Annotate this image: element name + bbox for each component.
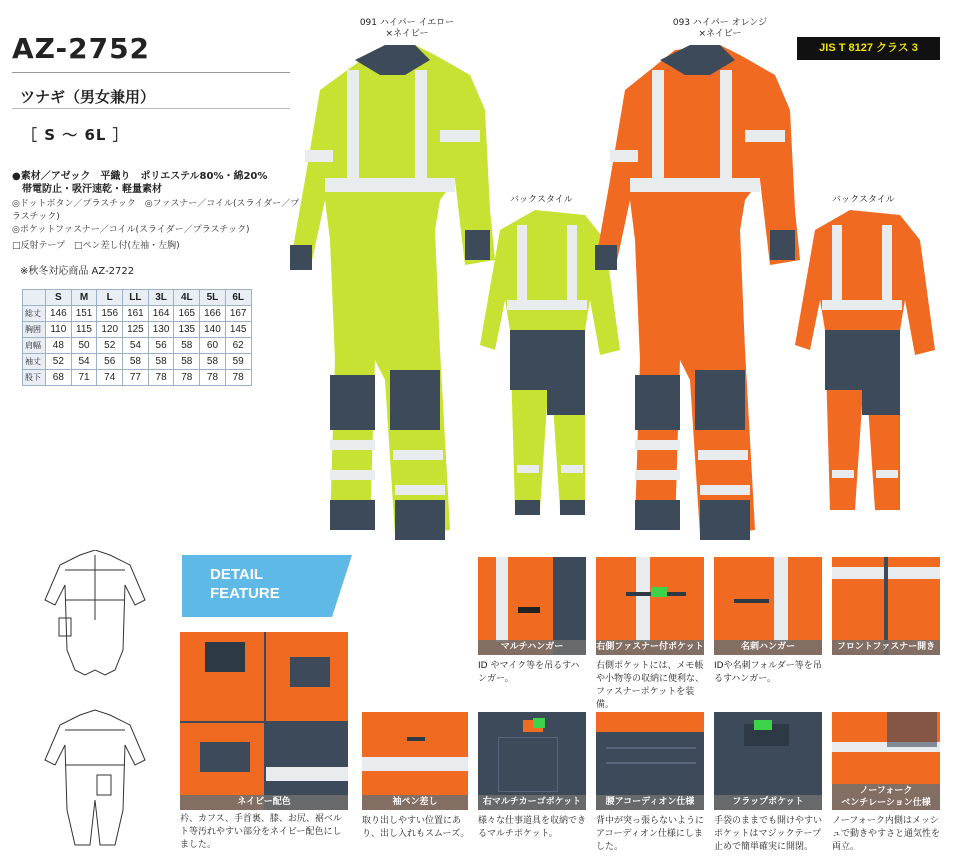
table-cell: 78: [174, 370, 200, 386]
caption: 袖ペン差し: [362, 795, 468, 810]
coverall-back-orange: [795, 210, 935, 510]
back-style-label: バックスタイル: [510, 195, 573, 205]
detail-photo-accordion: [596, 712, 704, 810]
detail-desc: 背中が突っ張らないようにアコーディオン仕様にしました。: [596, 816, 705, 852]
coverall-front-orange: [595, 45, 800, 540]
table-row: [23, 322, 252, 338]
table-cell: 146: [46, 306, 72, 322]
detail-desc: 様々な仕事道具を収納できるマルチポケット。: [478, 816, 587, 839]
caption: マルチハンガー: [478, 640, 586, 655]
table-header-cell: L: [97, 290, 123, 306]
detail-desc: 手袋のままでも開けやすいポケットはマジックテープ止めで簡単確実に開閉。: [714, 816, 823, 852]
row-label: 肩幅: [23, 338, 46, 354]
table-row: [23, 370, 252, 386]
table-header-cell: 6L: [225, 290, 251, 306]
table-cell: 56: [148, 338, 174, 354]
coverall-images: [285, 30, 960, 550]
table-header-cell: 3L: [148, 290, 174, 306]
caption: 右側ファスナー付ポケット: [596, 640, 704, 655]
detail-desc: ノーフォーク内側はメッシュで動きやすさと通気性を両立。: [832, 816, 941, 852]
divider: [12, 108, 290, 109]
table-cell: 59: [225, 354, 251, 370]
caption: 右マルチカーゴポケット: [478, 795, 586, 810]
size-table: [22, 289, 252, 386]
detail-photo-cargo-pocket: [478, 712, 586, 810]
model-number: AZ-2752: [12, 32, 151, 65]
table-cell: 130: [148, 322, 174, 338]
table-header-cell: 4L: [174, 290, 200, 306]
detail-desc: 衿、カフス、手首裏、膝、お尻、裾ベルト等汚れやすい部分をネイビー配色にしました。: [180, 814, 342, 850]
row-label: 総丈: [23, 306, 46, 322]
table-cell: 145: [225, 322, 251, 338]
options-line: □反射テープ □ペン差し付(左袖・左胸): [12, 241, 180, 251]
table-cell: 58: [123, 354, 149, 370]
table-row: [23, 306, 252, 322]
table-cell: 77: [123, 370, 149, 386]
table-cell: 78: [200, 370, 226, 386]
table-cell: 110: [46, 322, 72, 338]
table-cell: 60: [200, 338, 226, 354]
table-cell: 48: [46, 338, 72, 354]
jis-badge: JIS T 8127 クラス 3: [797, 37, 940, 60]
detail-photo-card-hanger: [714, 557, 822, 655]
row-label: 胸囲: [23, 322, 46, 338]
table-cell: 54: [71, 354, 97, 370]
detail-feature-banner: [182, 555, 352, 617]
caption: 腰アコーディオン仕様: [596, 795, 704, 810]
caption: フラップポケット: [714, 795, 822, 810]
material-line: ●素材／アゼック 平織り ポリエステル80%・綿20%: [12, 171, 268, 182]
caption: [832, 784, 940, 810]
table-cell: 78: [225, 370, 251, 386]
table-cell: 58: [148, 354, 174, 370]
table-cell: 68: [46, 370, 72, 386]
banner-line-2: FEATURE: [210, 585, 280, 602]
table-header-cell: LL: [123, 290, 149, 306]
parts-line: ◎ドットボタン／プラスチック ◎ファスナー／コイル(スライダー／プラスチック): [12, 199, 300, 222]
table-cell: 165: [174, 306, 200, 322]
table-cell: 78: [148, 370, 174, 386]
table-cell: 52: [46, 354, 72, 370]
back-style-label: バックスタイル: [832, 195, 895, 205]
table-cell: 58: [200, 354, 226, 370]
front-line-drawing: [45, 550, 145, 675]
detail-photo-navy: [180, 632, 348, 810]
color-code: 093 ハイパー オレンジ: [672, 18, 768, 28]
table-header-cell: [23, 290, 46, 306]
detail-desc: 取り出しやすい位置にあり、出し入れもスムーズ。: [362, 816, 470, 839]
table-cell: 156: [97, 306, 123, 322]
caption: 名刺ハンガー: [714, 640, 822, 655]
table-cell: 58: [174, 338, 200, 354]
table-header-cell: M: [71, 290, 97, 306]
row-label: 股下: [23, 370, 46, 386]
size-range: ［ S ～ 6L ］: [22, 126, 129, 144]
table-cell: 50: [71, 338, 97, 354]
technical-drawings: [35, 550, 155, 850]
product-subtitle: ツナギ（男女兼用）: [20, 88, 156, 106]
caption: フロントファスナー開き: [832, 640, 940, 655]
table-cell: 52: [97, 338, 123, 354]
detail-photo-front-zip: [832, 557, 940, 655]
table-cell: 74: [97, 370, 123, 386]
caption-line: ベンチレーション仕様: [841, 798, 931, 808]
material-features: 帯電防止・吸汗速乾・軽量素材: [22, 184, 162, 195]
table-cell: 161: [123, 306, 149, 322]
spec-block: [12, 170, 302, 253]
related-product-note: ※秋冬対応商品 AZ-2722: [20, 266, 135, 277]
detail-desc: 右側ポケットには、メモ帳や小物等の収納に便利な、ファスナーポケットを装備。: [596, 661, 705, 710]
caption: ネイビー配色: [180, 795, 348, 810]
table-header-cell: S: [46, 290, 72, 306]
row-label: 袖丈: [23, 354, 46, 370]
table-cell: 56: [97, 354, 123, 370]
detail-photo-sleeve-pen: [362, 712, 468, 810]
table-cell: 151: [71, 306, 97, 322]
color-sub: ×ネイビー: [698, 29, 742, 39]
divider: [12, 72, 290, 73]
table-cell: 166: [200, 306, 226, 322]
table-cell: 54: [123, 338, 149, 354]
table-cell: 58: [174, 354, 200, 370]
table-cell: 164: [148, 306, 174, 322]
table-cell: 71: [71, 370, 97, 386]
back-line-drawing: [45, 710, 145, 845]
table-cell: 140: [200, 322, 226, 338]
size-table-header: [23, 290, 252, 306]
table-row: [23, 338, 252, 354]
detail-desc: ID やマイク等を吊るすハンガー。: [478, 661, 580, 684]
detail-photo-norfolk: [832, 712, 940, 810]
coverall-front-yellow: [290, 45, 495, 540]
detail-photo-multi-hanger: [478, 557, 586, 655]
table-cell: 120: [97, 322, 123, 338]
parts-line-2: ◎ポケットファスナー／コイル(スライダー／プラスチック): [12, 225, 250, 235]
detail-photo-zip-pocket: [596, 557, 704, 655]
table-cell: 62: [225, 338, 251, 354]
table-cell: 135: [174, 322, 200, 338]
caption-line: ノーフォーク: [859, 786, 913, 796]
table-row: [23, 354, 252, 370]
color-sub: ×ネイビー: [385, 29, 429, 39]
table-cell: 115: [71, 322, 97, 338]
table-cell: 167: [225, 306, 251, 322]
table-cell: 125: [123, 322, 149, 338]
detail-photo-flap-pocket: [714, 712, 822, 810]
banner-line-1: DETAIL: [210, 566, 264, 583]
color-code: 091 ハイパー イエロー: [359, 18, 455, 28]
detail-desc: IDや名刺フォルダー等を吊るすハンガー。: [714, 661, 822, 684]
table-header-cell: 5L: [200, 290, 226, 306]
